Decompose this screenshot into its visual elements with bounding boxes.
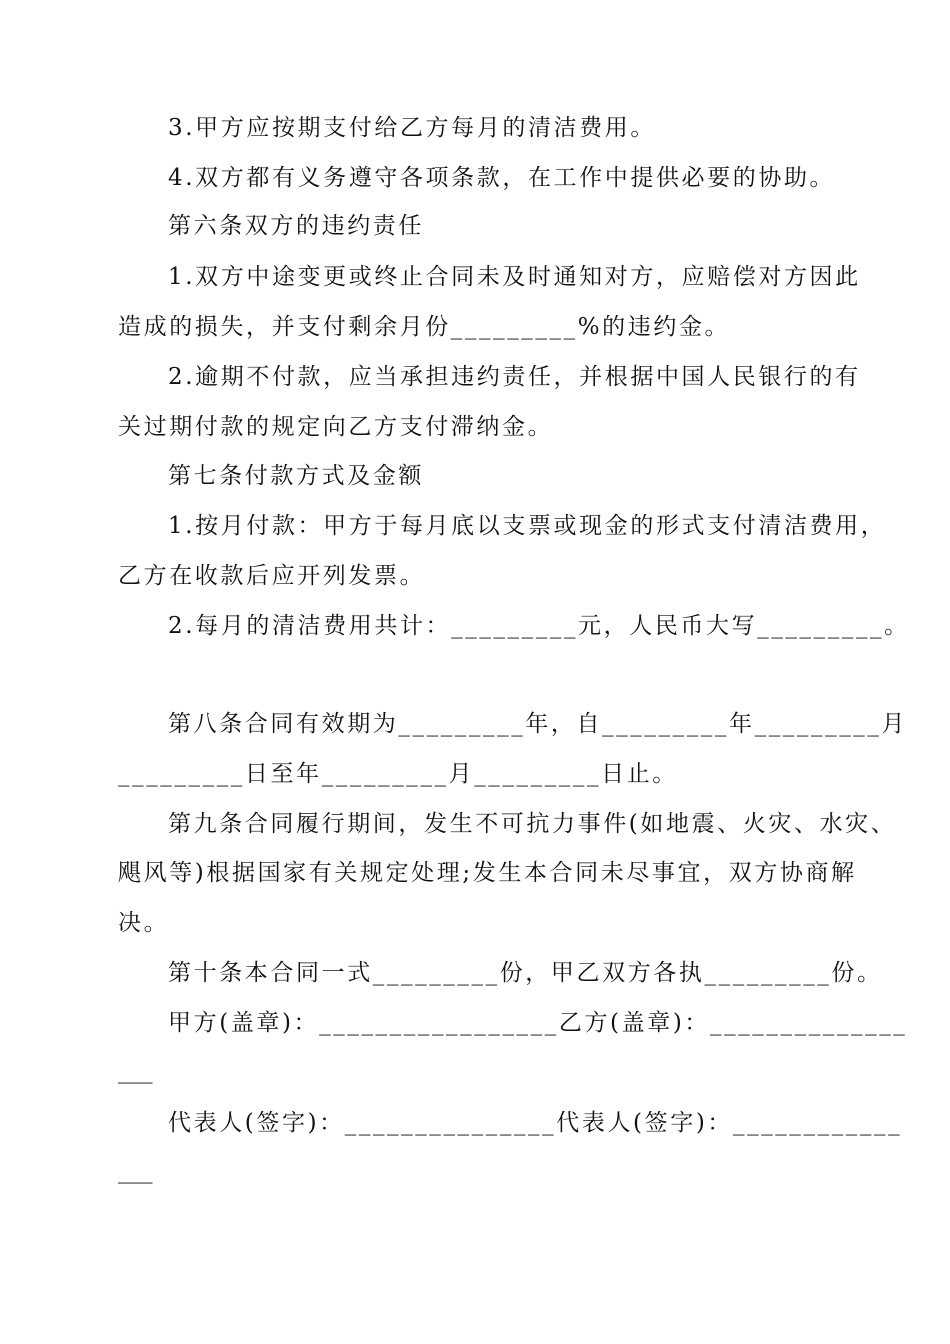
clause-9-line-3: 决。 bbox=[118, 910, 170, 936]
clause-7-item-1-line-2: 乙方在收款后应开列发票。 bbox=[118, 563, 426, 589]
clause-9-line-1: 第九条合同履行期间，发生不可抗力事件(如地震、火灾、水灾、 bbox=[168, 811, 897, 837]
clause-5-item-4: 4.双方都有义务遵守各项条款，在工作中提供必要的协助。 bbox=[168, 165, 836, 191]
clause-6-item-2-line-1: 2.逾期不付款，应当承担违约责任，并根据中国人民银行的有 bbox=[168, 364, 861, 390]
clause-6-item-1-line-2: 造成的损失，并支付剩余月份_________%的违约金。 bbox=[118, 314, 731, 340]
clause-7-item-1-line-1: 1.按月付款：甲方于每月底以支票或现金的形式支付清洁费用， bbox=[168, 513, 887, 539]
clause-9-line-2: 飓风等)根据国家有关规定处理;发生本合同未尽事宜，双方协商解 bbox=[118, 860, 857, 886]
clause-6-item-1-line-1: 1.双方中途变更或终止合同未及时通知对方，应赔偿对方因此 bbox=[168, 264, 861, 290]
clause-7-item-2: 2.每月的清洁费用共计：_________元，人民币大写_________。 bbox=[168, 613, 910, 639]
clause-7-heading: 第七条付款方式及金额 bbox=[168, 463, 424, 489]
party-seal-line: 甲方(盖章)：_________________乙方(盖章)：______________ bbox=[168, 1010, 908, 1036]
clause-6-heading: 第六条双方的违约责任 bbox=[168, 213, 424, 239]
clause-8-line-1: 第八条合同有效期为_________年，自_________年_________月 bbox=[168, 711, 908, 737]
clause-5-item-3: 3.甲方应按期支付给乙方每月的清洁费用。 bbox=[168, 115, 656, 141]
clause-10: 第十条本合同一式_________份，甲乙双方各执_________份。 bbox=[168, 960, 883, 986]
representative-signature-line: 代表人(签字)：_______________代表人(签字)：____________ bbox=[168, 1110, 903, 1136]
representative-signature-line-continuation: ___ bbox=[118, 1158, 153, 1184]
party-seal-line-continuation: ___ bbox=[118, 1058, 153, 1084]
clause-6-item-2-line-2: 关过期付款的规定向乙方支付滞纳金。 bbox=[118, 414, 554, 440]
clause-8-line-2: _________日至年_________月_________日止。 bbox=[118, 761, 678, 787]
